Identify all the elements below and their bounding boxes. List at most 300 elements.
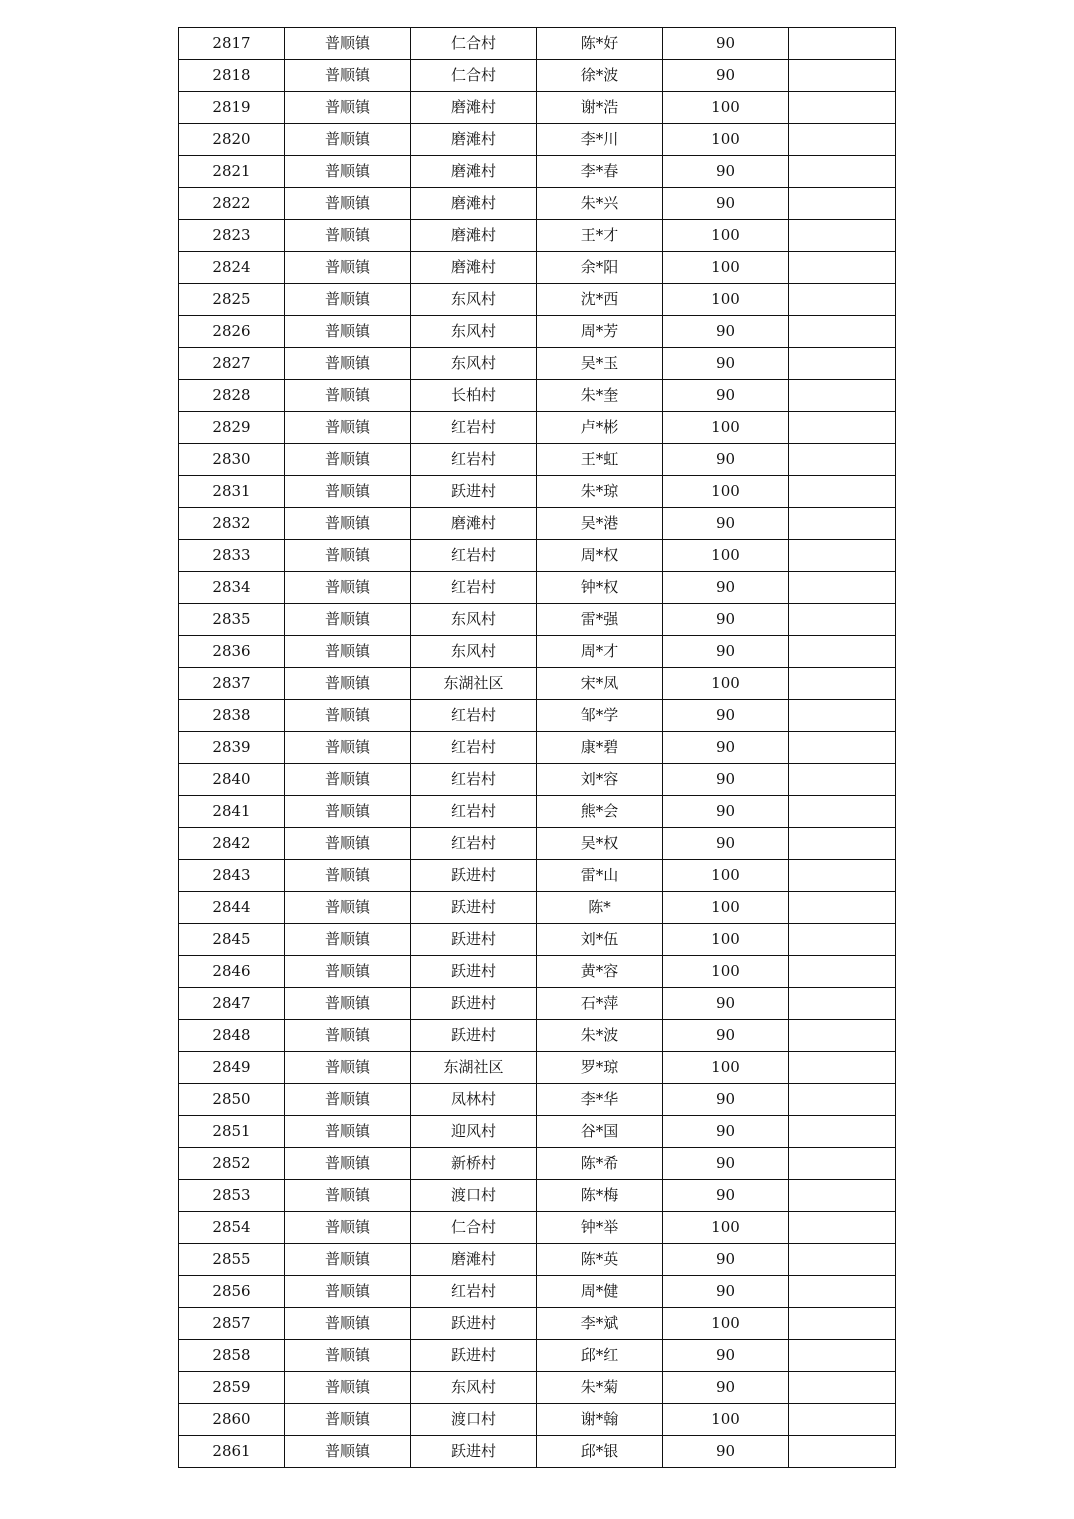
cell-note (789, 1212, 896, 1244)
cell-name: 王*才 (537, 220, 663, 252)
cell-town: 普顺镇 (285, 668, 411, 700)
cell-village: 东风村 (411, 284, 537, 316)
cell-name: 李*川 (537, 124, 663, 156)
cell-serial-number: 2823 (179, 220, 285, 252)
cell-name: 朱*奎 (537, 380, 663, 412)
cell-town: 普顺镇 (285, 444, 411, 476)
cell-name: 李*斌 (537, 1308, 663, 1340)
cell-name: 邱*银 (537, 1436, 663, 1468)
cell-name: 邱*红 (537, 1340, 663, 1372)
cell-name: 陈*英 (537, 1244, 663, 1276)
cell-serial-number: 2844 (179, 892, 285, 924)
cell-amount: 90 (663, 156, 789, 188)
cell-amount: 90 (663, 348, 789, 380)
table-row (179, 860, 896, 892)
table-row (179, 412, 896, 444)
table-row (179, 924, 896, 956)
cell-town: 普顺镇 (285, 700, 411, 732)
cell-village: 仁合村 (411, 28, 537, 60)
cell-village: 跃进村 (411, 1436, 537, 1468)
cell-note (789, 1244, 896, 1276)
cell-village: 跃进村 (411, 1020, 537, 1052)
cell-name: 周*权 (537, 540, 663, 572)
cell-town: 普顺镇 (285, 412, 411, 444)
cell-amount: 90 (663, 508, 789, 540)
table-row (179, 796, 896, 828)
cell-serial-number: 2853 (179, 1180, 285, 1212)
cell-note (789, 1116, 896, 1148)
cell-village: 跃进村 (411, 956, 537, 988)
cell-note (789, 540, 896, 572)
table-row (179, 252, 896, 284)
cell-note (789, 924, 896, 956)
cell-note (789, 1436, 896, 1468)
cell-village: 磨滩村 (411, 156, 537, 188)
cell-village: 仁合村 (411, 1212, 537, 1244)
table-row (179, 988, 896, 1020)
cell-note (789, 1276, 896, 1308)
cell-note (789, 860, 896, 892)
cell-town: 普顺镇 (285, 572, 411, 604)
cell-serial-number: 2838 (179, 700, 285, 732)
cell-name: 石*萍 (537, 988, 663, 1020)
table-row (179, 28, 896, 60)
table-row (179, 188, 896, 220)
cell-serial-number: 2855 (179, 1244, 285, 1276)
cell-name: 周*芳 (537, 316, 663, 348)
cell-serial-number: 2837 (179, 668, 285, 700)
cell-village: 跃进村 (411, 988, 537, 1020)
cell-town: 普顺镇 (285, 252, 411, 284)
cell-amount: 100 (663, 924, 789, 956)
cell-town: 普顺镇 (285, 380, 411, 412)
table-row (179, 764, 896, 796)
cell-village: 东风村 (411, 316, 537, 348)
table-row (179, 540, 896, 572)
table-row (179, 1212, 896, 1244)
cell-town: 普顺镇 (285, 1308, 411, 1340)
cell-amount: 100 (663, 220, 789, 252)
cell-amount: 100 (663, 252, 789, 284)
cell-name: 谢*翰 (537, 1404, 663, 1436)
cell-town: 普顺镇 (285, 28, 411, 60)
cell-note (789, 956, 896, 988)
cell-amount: 100 (663, 892, 789, 924)
cell-village: 红岩村 (411, 1276, 537, 1308)
cell-note (789, 988, 896, 1020)
cell-amount: 90 (663, 700, 789, 732)
cell-village: 红岩村 (411, 700, 537, 732)
table-row (179, 700, 896, 732)
cell-amount: 100 (663, 1212, 789, 1244)
table-row (179, 124, 896, 156)
cell-town: 普顺镇 (285, 1212, 411, 1244)
cell-note (789, 1020, 896, 1052)
cell-name: 徐*波 (537, 60, 663, 92)
cell-note (789, 252, 896, 284)
cell-name: 雷*强 (537, 604, 663, 636)
cell-town: 普顺镇 (285, 892, 411, 924)
cell-village: 红岩村 (411, 412, 537, 444)
cell-amount: 100 (663, 1308, 789, 1340)
cell-town: 普顺镇 (285, 924, 411, 956)
cell-note (789, 348, 896, 380)
cell-amount: 90 (663, 732, 789, 764)
cell-town: 普顺镇 (285, 1276, 411, 1308)
table-row (179, 444, 896, 476)
cell-amount: 90 (663, 636, 789, 668)
table-row (179, 220, 896, 252)
table-row (179, 956, 896, 988)
cell-town: 普顺镇 (285, 604, 411, 636)
cell-serial-number: 2860 (179, 1404, 285, 1436)
cell-serial-number: 2833 (179, 540, 285, 572)
cell-village: 跃进村 (411, 924, 537, 956)
table-row (179, 60, 896, 92)
cell-name: 朱*琼 (537, 476, 663, 508)
cell-note (789, 284, 896, 316)
cell-serial-number: 2821 (179, 156, 285, 188)
cell-amount: 90 (663, 28, 789, 60)
cell-serial-number: 2839 (179, 732, 285, 764)
cell-name: 朱*波 (537, 1020, 663, 1052)
cell-village: 迎风村 (411, 1116, 537, 1148)
cell-name: 陈*希 (537, 1148, 663, 1180)
cell-note (789, 124, 896, 156)
cell-note (789, 764, 896, 796)
cell-name: 刘*容 (537, 764, 663, 796)
roster-table-body (179, 28, 896, 1468)
cell-serial-number: 2858 (179, 1340, 285, 1372)
cell-town: 普顺镇 (285, 988, 411, 1020)
cell-serial-number: 2822 (179, 188, 285, 220)
cell-town: 普顺镇 (285, 636, 411, 668)
cell-serial-number: 2846 (179, 956, 285, 988)
table-row (179, 636, 896, 668)
cell-village: 东湖社区 (411, 1052, 537, 1084)
cell-town: 普顺镇 (285, 1404, 411, 1436)
cell-amount: 90 (663, 1116, 789, 1148)
cell-village: 跃进村 (411, 1308, 537, 1340)
cell-town: 普顺镇 (285, 796, 411, 828)
cell-village: 红岩村 (411, 572, 537, 604)
table-row (179, 476, 896, 508)
cell-note (789, 508, 896, 540)
cell-name: 朱*兴 (537, 188, 663, 220)
table-row (179, 1244, 896, 1276)
cell-note (789, 1052, 896, 1084)
cell-name: 朱*菊 (537, 1372, 663, 1404)
cell-serial-number: 2850 (179, 1084, 285, 1116)
table-row (179, 1116, 896, 1148)
cell-town: 普顺镇 (285, 540, 411, 572)
cell-amount: 90 (663, 316, 789, 348)
cell-note (789, 380, 896, 412)
cell-serial-number: 2848 (179, 1020, 285, 1052)
cell-name: 卢*彬 (537, 412, 663, 444)
table-row (179, 732, 896, 764)
cell-name: 吴*港 (537, 508, 663, 540)
table-row (179, 604, 896, 636)
table-row (179, 1276, 896, 1308)
cell-name: 罗*琼 (537, 1052, 663, 1084)
cell-note (789, 572, 896, 604)
cell-village: 东风村 (411, 1372, 537, 1404)
cell-town: 普顺镇 (285, 1340, 411, 1372)
cell-amount: 90 (663, 1020, 789, 1052)
cell-note (789, 1308, 896, 1340)
cell-serial-number: 2818 (179, 60, 285, 92)
table-row (179, 1020, 896, 1052)
cell-amount: 90 (663, 1084, 789, 1116)
cell-amount: 90 (663, 796, 789, 828)
cell-village: 红岩村 (411, 540, 537, 572)
cell-village: 磨滩村 (411, 220, 537, 252)
cell-village: 红岩村 (411, 764, 537, 796)
cell-town: 普顺镇 (285, 1052, 411, 1084)
cell-village: 红岩村 (411, 732, 537, 764)
cell-note (789, 28, 896, 60)
cell-serial-number: 2841 (179, 796, 285, 828)
cell-note (789, 828, 896, 860)
cell-name: 陈*好 (537, 28, 663, 60)
cell-village: 东湖社区 (411, 668, 537, 700)
cell-note (789, 1372, 896, 1404)
cell-town: 普顺镇 (285, 220, 411, 252)
cell-town: 普顺镇 (285, 1148, 411, 1180)
cell-serial-number: 2857 (179, 1308, 285, 1340)
cell-village: 长柏村 (411, 380, 537, 412)
cell-name: 黄*容 (537, 956, 663, 988)
cell-serial-number: 2851 (179, 1116, 285, 1148)
table-row (179, 828, 896, 860)
table-row (179, 1180, 896, 1212)
table-row (179, 1148, 896, 1180)
table-row (179, 1436, 896, 1468)
cell-town: 普顺镇 (285, 1020, 411, 1052)
cell-amount: 90 (663, 1436, 789, 1468)
cell-name: 谢*浩 (537, 92, 663, 124)
cell-name: 陈* (537, 892, 663, 924)
cell-amount: 100 (663, 1404, 789, 1436)
cell-amount: 90 (663, 1244, 789, 1276)
cell-note (789, 796, 896, 828)
cell-village: 跃进村 (411, 476, 537, 508)
cell-note (789, 412, 896, 444)
cell-note (789, 1404, 896, 1436)
table-row (179, 892, 896, 924)
cell-amount: 90 (663, 828, 789, 860)
cell-serial-number: 2824 (179, 252, 285, 284)
cell-name: 吴*玉 (537, 348, 663, 380)
cell-village: 磨滩村 (411, 252, 537, 284)
cell-note (789, 188, 896, 220)
cell-note (789, 316, 896, 348)
cell-amount: 100 (663, 1052, 789, 1084)
table-row (179, 380, 896, 412)
cell-name: 康*碧 (537, 732, 663, 764)
table-row (179, 156, 896, 188)
cell-town: 普顺镇 (285, 1244, 411, 1276)
cell-serial-number: 2847 (179, 988, 285, 1020)
cell-amount: 100 (663, 124, 789, 156)
cell-name: 宋*凤 (537, 668, 663, 700)
cell-serial-number: 2840 (179, 764, 285, 796)
cell-name: 陈*梅 (537, 1180, 663, 1212)
cell-amount: 100 (663, 956, 789, 988)
cell-serial-number: 2830 (179, 444, 285, 476)
cell-serial-number: 2828 (179, 380, 285, 412)
table-row (179, 1308, 896, 1340)
cell-town: 普顺镇 (285, 124, 411, 156)
cell-amount: 100 (663, 412, 789, 444)
cell-village: 仁合村 (411, 60, 537, 92)
cell-serial-number: 2861 (179, 1436, 285, 1468)
cell-village: 磨滩村 (411, 124, 537, 156)
cell-name: 李*华 (537, 1084, 663, 1116)
table-row (179, 508, 896, 540)
cell-village: 红岩村 (411, 796, 537, 828)
cell-name: 吴*权 (537, 828, 663, 860)
cell-amount: 90 (663, 1340, 789, 1372)
cell-village: 红岩村 (411, 444, 537, 476)
cell-village: 东风村 (411, 348, 537, 380)
cell-town: 普顺镇 (285, 284, 411, 316)
cell-serial-number: 2843 (179, 860, 285, 892)
cell-village: 新桥村 (411, 1148, 537, 1180)
cell-village: 渡口村 (411, 1180, 537, 1212)
cell-serial-number: 2819 (179, 92, 285, 124)
cell-amount: 90 (663, 988, 789, 1020)
cell-amount: 90 (663, 444, 789, 476)
cell-town: 普顺镇 (285, 1372, 411, 1404)
cell-name: 熊*会 (537, 796, 663, 828)
cell-town: 普顺镇 (285, 156, 411, 188)
cell-amount: 100 (663, 284, 789, 316)
cell-town: 普顺镇 (285, 188, 411, 220)
table-row (179, 1052, 896, 1084)
cell-serial-number: 2854 (179, 1212, 285, 1244)
cell-village: 磨滩村 (411, 1244, 537, 1276)
cell-village: 跃进村 (411, 892, 537, 924)
cell-village: 东风村 (411, 604, 537, 636)
cell-serial-number: 2832 (179, 508, 285, 540)
cell-serial-number: 2834 (179, 572, 285, 604)
table-row (179, 668, 896, 700)
cell-amount: 100 (663, 92, 789, 124)
cell-town: 普顺镇 (285, 828, 411, 860)
cell-name: 钟*举 (537, 1212, 663, 1244)
cell-serial-number: 2826 (179, 316, 285, 348)
cell-serial-number: 2859 (179, 1372, 285, 1404)
cell-name: 刘*伍 (537, 924, 663, 956)
cell-town: 普顺镇 (285, 764, 411, 796)
cell-note (789, 1148, 896, 1180)
cell-note (789, 60, 896, 92)
cell-name: 邹*学 (537, 700, 663, 732)
cell-town: 普顺镇 (285, 860, 411, 892)
cell-village: 东风村 (411, 636, 537, 668)
cell-amount: 90 (663, 380, 789, 412)
roster-table (178, 27, 896, 1468)
cell-town: 普顺镇 (285, 732, 411, 764)
cell-amount: 100 (663, 860, 789, 892)
cell-note (789, 156, 896, 188)
cell-amount: 100 (663, 668, 789, 700)
cell-town: 普顺镇 (285, 476, 411, 508)
cell-serial-number: 2852 (179, 1148, 285, 1180)
cell-town: 普顺镇 (285, 1180, 411, 1212)
cell-village: 跃进村 (411, 860, 537, 892)
cell-name: 余*阳 (537, 252, 663, 284)
cell-name: 钟*权 (537, 572, 663, 604)
cell-amount: 90 (663, 60, 789, 92)
cell-name: 谷*国 (537, 1116, 663, 1148)
cell-name: 雷*山 (537, 860, 663, 892)
cell-note (789, 476, 896, 508)
cell-note (789, 92, 896, 124)
cell-amount: 90 (663, 604, 789, 636)
cell-serial-number: 2845 (179, 924, 285, 956)
cell-amount: 90 (663, 1180, 789, 1212)
table-row (179, 1372, 896, 1404)
cell-serial-number: 2836 (179, 636, 285, 668)
cell-town: 普顺镇 (285, 348, 411, 380)
cell-amount: 90 (663, 572, 789, 604)
cell-name: 沈*西 (537, 284, 663, 316)
cell-town: 普顺镇 (285, 956, 411, 988)
cell-town: 普顺镇 (285, 92, 411, 124)
cell-note (789, 636, 896, 668)
cell-note (789, 732, 896, 764)
cell-village: 凤林村 (411, 1084, 537, 1116)
cell-serial-number: 2835 (179, 604, 285, 636)
cell-serial-number: 2849 (179, 1052, 285, 1084)
cell-amount: 90 (663, 1372, 789, 1404)
cell-serial-number: 2820 (179, 124, 285, 156)
cell-note (789, 892, 896, 924)
cell-village: 磨滩村 (411, 508, 537, 540)
cell-note (789, 1180, 896, 1212)
cell-village: 红岩村 (411, 828, 537, 860)
cell-amount: 90 (663, 188, 789, 220)
cell-note (789, 668, 896, 700)
cell-name: 周*才 (537, 636, 663, 668)
cell-town: 普顺镇 (285, 60, 411, 92)
table-row (179, 92, 896, 124)
cell-town: 普顺镇 (285, 1084, 411, 1116)
cell-serial-number: 2856 (179, 1276, 285, 1308)
cell-village: 跃进村 (411, 1340, 537, 1372)
cell-amount: 90 (663, 1276, 789, 1308)
cell-amount: 100 (663, 476, 789, 508)
cell-serial-number: 2827 (179, 348, 285, 380)
cell-note (789, 700, 896, 732)
table-row (179, 348, 896, 380)
table-row (179, 1404, 896, 1436)
cell-name: 李*春 (537, 156, 663, 188)
cell-village: 磨滩村 (411, 188, 537, 220)
cell-serial-number: 2825 (179, 284, 285, 316)
cell-serial-number: 2842 (179, 828, 285, 860)
cell-serial-number: 2831 (179, 476, 285, 508)
cell-town: 普顺镇 (285, 316, 411, 348)
cell-note (789, 604, 896, 636)
cell-note (789, 220, 896, 252)
table-row (179, 1084, 896, 1116)
table-row (179, 316, 896, 348)
cell-town: 普顺镇 (285, 1116, 411, 1148)
